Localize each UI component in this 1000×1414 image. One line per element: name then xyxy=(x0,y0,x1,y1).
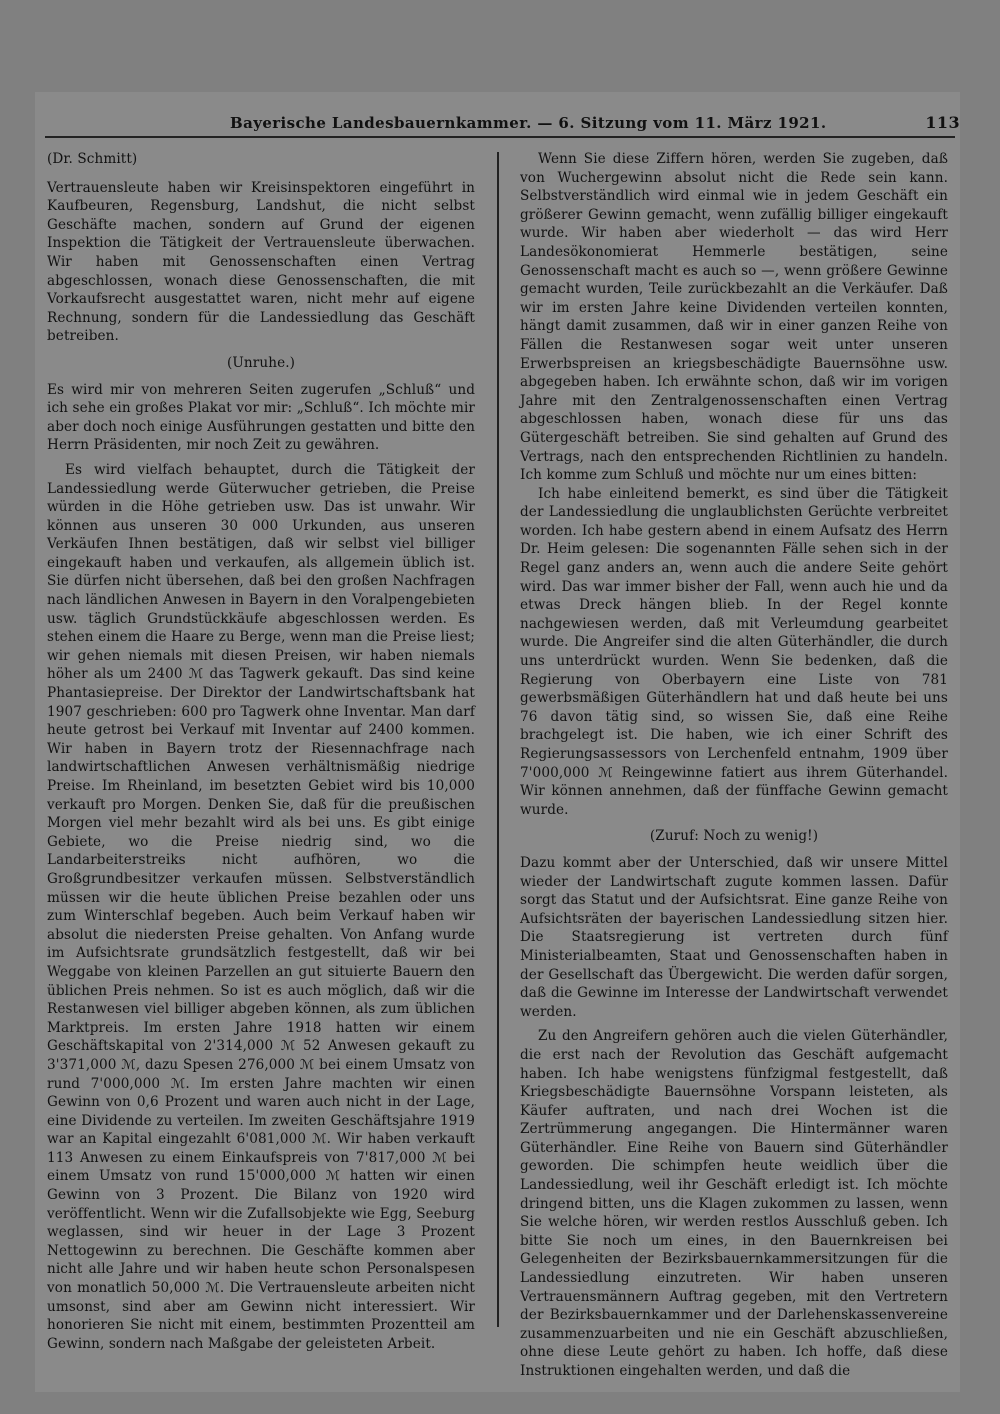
running-title: Bayerische Landesbauernkammer. — 6. Sitzung vom 11. März 1921. xyxy=(230,114,827,132)
paragraph: Dazu kommt aber der Unterschied, daß wir unsere Mittel wieder der Landwirtschaft zugute kommen lassen. Dafür sorgt das Statut und der Aufsichtsrat. Eine ganze Reihe von Aufsichtsräten der bayerischen Landessiedlung sitzen hier. Die Staatsregierung ist vertreten durch fünf Ministerialbeamten, Staat und Genossenschaften haben in der Gesellschaft das Übergewicht. Die werden dafür sorgen, daß die Gewinne im Interesse der Landwirtschaft verwendet werden. xyxy=(520,854,948,1020)
interjection: (Unruhe.) xyxy=(226,354,296,371)
header-rule xyxy=(45,136,955,138)
page-header xyxy=(230,102,960,132)
paragraph: Wenn Sie diese Ziffern hören, werden Sie zugeben, daß von Wuchergewinn absolut nicht die Rede sein kann. Selbstverständlich wird einmal wie in jedem Geschäft ein größerer Gewinn gemacht, wenn zufällig billiger eingekauft wurde. Wir haben aber wiederholt — das wird Herr Landesökonomierat Hemmerle bestätigen, seine Genossenschaft macht es auch so —, wenn größere Gewinne gemacht wurden, Teile zurückbezahlt an die Verkäufer. Daß wir im ersten Jahre keine Dividenden verteilen konnten, hängt damit zusammen, daß wir in einer ganzen Reihe von Fällen die Restanwesen sogar weit unter unseren Erwerbspreisen an kriegsbeschädigte Bauernsöhne usw. abgegeben haben. Ich erwähnte schon, daß wir im vorigen Jahre mit den Zentralgenossenschaften einen Vertrag abgeschlossen haben, wonach diese für uns das Gütergeschäft betreiben. Sie sind gehalten auf Grund des Vertrags, nach den entsprechenden Richtlinien zu handeln. Ich komme zum Schluß und möchte nur um eines bitten: xyxy=(520,151,948,484)
paragraph: Ich habe einleitend bemerkt, es sind über die Tätigkeit der Landessiedlung die unglaublichsten Gerüchte verbreitet worden. Ich habe gestern abend in einem Aufsatz des Herrn Dr. Heim gelesen: Die sogenannten Fälle sehen sich in der Regel ganz anders an, wenn auch die andere Seite gehört wird. Das war immer bisher der Fall, wenn auch hie und da etwas Dreck hängen blieb. In der Regel konnte nachgewiesen werden, daß mit Verleumdung gearbeitet wurde. Die Angreifer sind die alten Güterhändler, die durch uns unterdrückt wurden. Wenn Sie bedenken, daß die Regierung von Oberbayern eine Liste von 781 gewerbsmäßigen Güterhändlern hat und daß heute bei uns 76 davon tätig sind, so wissen Sie, daß eine Reihe brachgelegt ist. Die haben, wie ich einer Schrift des Regierungsassessors von Lerchenfeld entnahm, 1909 über 7'000,000 ℳ Reingewinne fatiert aus ihrem Güterhandel. Wir können annehmen, daß der fünffache Gewinn gemacht wurde. xyxy=(520,485,948,818)
paragraph: Vertrauensleute haben wir Kreisinspektoren eingeführt in Kaufbeuren, Regensburg, Landshut, die nicht selbst Geschäfte machen, sondern auf Grund der eigenen Inspektion die Tätigkeit der Vertrauensleute überwachen. Wir haben mit Genossenschaften einen Vertrag abgeschlossen, wonach diese Genossenschaften, die mit Vorkaufsrecht ausgestattet waren, nicht mehr auf eigene Rechnung, sondern für die Landessiedlung das Geschäft betreiben. xyxy=(47,179,475,345)
paragraph: Zu den Angreifern gehören auch die vielen Güterhändler, die erst nach der Revolution das Geschäft aufgemacht haben. Ich habe wenigstens fünfzigmal festgestellt, daß Kriegsbeschädigte Bauernsöhne Vorspann leisteten, als Käufer auftraten, und nach drei Wochen ist die Zertrümmerung angegangen. Die Hintermänner waren Güterhändler. Eine Reihe von Bauern sind Güterhändler geworden. Die schimpfen heute weidlich über die Landessiedlung, weil ihr Geschäft erledigt ist. Ich möchte dringend bitten, uns die Klagen zukommen zu lassen, wenn Sie welche hören, wir werden restlos Ausschluß geben. Ich bitte Sie noch um eines, in den Bauernkreisen bei Gelegenheiten der Bezirksbauernkammersitzungen für die Landessiedlung einzutreten. Wir haben unseren Vertrauensmännern Auftrag gegeben, mit den Vertretern der Bezirksbauernkammer und der Darlehenskassenvereine zusammenzuarbeiten und nie ein Geschäft abzuschließen, ohne diese Leute gehört zu haben. Ich hoffe, daß diese Instruktionen eingehalten werden, und daß die xyxy=(520,1028,948,1379)
interjection: (Zuruf: Noch zu wenig!) xyxy=(649,828,819,845)
paragraph: Es wird mir von mehreren Seiten zugerufen „Schluß“ und ich sehe ein großes Plakat vor mir: „Schluß“. Ich möchte mir aber doch noch einige Ausführungen gestatten und bitte den Herrn Präsidenten, mir noch Zeit zu gewähren. xyxy=(47,381,475,454)
speaker-label: (Dr. Schmitt) xyxy=(47,151,138,167)
paragraph: Es wird vielfach behauptet, durch die Tätigkeit der Landessiedlung werde Güterwucher getrieben, die Preise würden in die Höhe getrieben usw. Das ist unwahr. Wir können aus unseren 30 000 Urkunden, aus unseren Verkäufen Ihnen bestätigen, daß wir selbst viel billiger eingekauft haben und verkaufen, als allgemein üblich ist. Sie dürfen nicht übersehen, daß bei den großen Nachfragen nach ländlichen Anwesen in Bayern in den Voralpengebieten usw. täglich Grundstückkäufe abgeschlossen werden. Es stehen einem die Haare zu Berge, wenn man die Preise liest; wir gehen niemals mit diesen Preisen, wir haben niemals höher als um 2400 ℳ das Tagwerk gekauft. Das sind keine Phantasiepreise. Der Direktor der Landwirtschaftsbank hat 1907 geschrieben: 600 pro Tagwerk ohne Inventar. Man darf heute getrost bei Verkauf mit Inventar auf 2400 kommen. Wir haben in Bayern trotz der Riesennachfrage nach landwirtschaftlichen Anwesen verhältnismäßig niedrige Preise. Im Rheinland, im besetzten Gebiet wird bis 10,000 verkauft pro Morgen. Denken Sie, daß für die preußischen Morgen viel mehr bezahlt wird als bei uns. Es gibt einige Gebiete, wo die Preise niedrig sind, wo die Landarbeiterstreiks nicht aufhören, wo die Großgrundbesitzer verkaufen müssen. Selbstverständlich müssen wir die heute üblichen Preise bezahlen oder uns zum Winterschlaf begeben. Auch beim Verkauf haben wir absolut die niedersten Preise gehalten. Von Anfang wurde im Aufsichtsrate grundsätzlich festgestellt, daß wir bei Weggabe von kleinen Parzellen an gut situierte Bauern den üblichen Preis nehmen. So ist es auch möglich, daß wir die Restanwesen viel billiger abgeben können, als zum üblichen Marktpreis. Im ersten Jahre 1918 hatten wir einem Geschäftskapital von 2'314,000 ℳ 52 Anwesen gekauft zu 3'371,000 ℳ, dazu Spesen 276,000 ℳ bei einem Umsatz von rund 7'000,000 ℳ. Im ersten Jahre machten wir einen Gewinn von 0,6 Prozent und waren auch nicht in der Lage, eine Dividende zu verteilen. Im zweiten Geschäftsjahre 1919 war an Kapital eingezahlt 6'081,000 ℳ. Wir haben verkauft 113 Anwesen zu einem Einkaufspreis von 7'817,000 ℳ bei einem Umsatz von rund 15'000,000 ℳ hatten wir einen Gewinn von 3 Prozent. Die Bilanz von 1920 wird veröffentlicht. Wenn wir die Zufallsobjekte wie Egg, Seeburg weglassen, sind wir heuer in der Lage 3 Prozent Nettogewinn zu berechnen. Die Geschäfte kommen aber nicht alle Jahre und wir haben heute schon Personalspesen von monatlich 50,000 ℳ. Die Vertrauensleute arbeiten nicht umsonst, sind aber am Gewinn nicht interessiert. Wir honorieren Sie nicht mit einem, bestimmten Prozentteil am Gewinn, sondern nach Maßgabe der geleisteten Arbeit. xyxy=(47,461,475,1352)
left-column xyxy=(47,150,475,1353)
page-number: 113 xyxy=(925,113,960,132)
column-divider xyxy=(497,152,499,1327)
right-column xyxy=(520,150,948,1381)
